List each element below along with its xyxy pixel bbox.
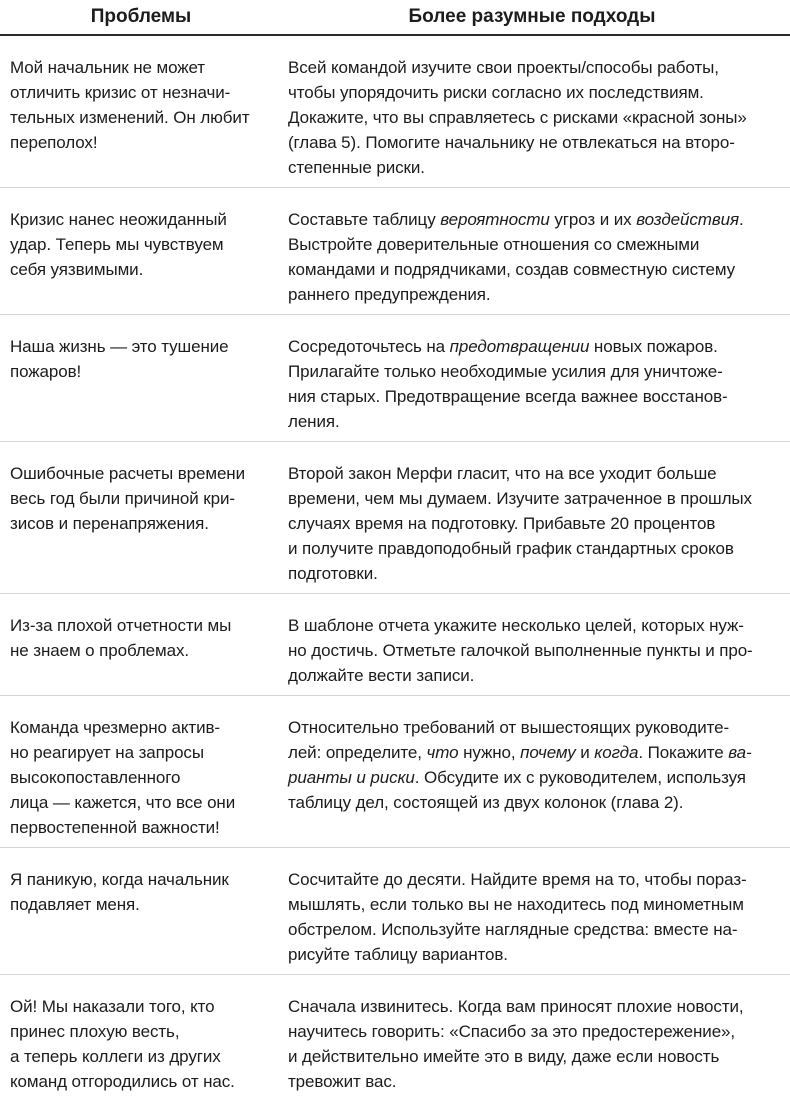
table-header-row [0, 0, 790, 28]
problem-cell: Кризис нанес неожиданный удар. Теперь мы чувствуем себя уязвимыми. [10, 210, 227, 279]
approach-cell: Всей командой изучите свои проекты/способы работы, чтобы упорядочить риски согласно их последствиям. Докажите, что вы справляетесь с рисками «красной зоны» (глава 5). Помогите начальнику не отвлекаться на второ- степенные риски. [288, 58, 747, 177]
table-row [0, 187, 790, 314]
problem-cell: Из-за плохой отчетности мы не знаем о проблемах. [10, 616, 232, 660]
column-header-approaches: Более разумные подходы [408, 6, 656, 27]
problem-cell: Ошибочные расчеты времени весь год были причиной кри- зисов и перенапряжения. [10, 464, 245, 533]
problem-cell: Команда чрезмерно актив- но реагирует на запросы высокопоставленного лица — кажется, что все они первостепенной важности! [10, 718, 236, 837]
approach-cell: Сосредоточьтесь на предотвращении новых пожаров. Прилагайте только необходимые усилия для уничтоже- ния старых. Предотвращение всегда важнее восстанов- ления. [288, 337, 728, 431]
table-row [0, 847, 790, 974]
approach-cell: Второй закон Мерфи гласит, что на все уходит больше времени, чем мы думаем. Изучите затраченное в прошлых случаях время на подготовку. Прибавьте 20 процентов и получите правдоподобный график стандартных сроков подготовки. [288, 464, 752, 583]
table-row [0, 441, 790, 593]
table-row [0, 36, 790, 187]
problem-cell: Мой начальник не может отличить кризис от незначи- тельных изменений. Он любит переполох! [10, 58, 250, 152]
approach-cell: Составьте таблицу вероятности угроз и их воздействия. Выстройте доверительные отношения со смежными командами и подрядчиками, создав совместную систему раннего предупреждения. [288, 210, 744, 304]
approach-cell: Сосчитайте до десяти. Найдите время на то, чтобы пораз- мышлять, если только вы не находитесь под минометным обстрелом. Используйте наглядные средства: вместе на- рисуйте таблицу вариантов. [288, 870, 747, 964]
table-body [0, 36, 790, 1101]
problem-cell: Ой! Мы наказали того, кто принес плохую весть, а теперь коллеги из других команд отгородились от нас. [10, 997, 235, 1091]
table-row [0, 695, 790, 847]
column-header-problems: Проблемы [90, 6, 192, 27]
table-row [0, 974, 790, 1101]
problem-cell: Я паникую, когда начальник подавляет меня. [10, 870, 229, 914]
table-row [0, 314, 790, 441]
problem-cell: Наша жизнь — это тушение пожаров! [10, 337, 229, 381]
approach-cell: Относительно требований от вышестоящих руководите- лей: определите, что нужно, почему и когда. Покажите ва- рианты и риски. Обсудите их с руководителем, используя таблицу дел, состоящей из двух колонок (глава 2). [288, 718, 752, 812]
approach-cell: В шаблоне отчета укажите несколько целей, которых нуж- но достичь. Отметьте галочкой выполненные пункты и про- должайте вести записи. [288, 616, 753, 685]
table-row [0, 593, 790, 695]
approach-cell: Сначала извинитесь. Когда вам приносят плохие новости, научитесь говорить: «Спасибо за это предостережение», и действительно имейте это в виду, даже если новость тревожит вас. [288, 997, 744, 1091]
